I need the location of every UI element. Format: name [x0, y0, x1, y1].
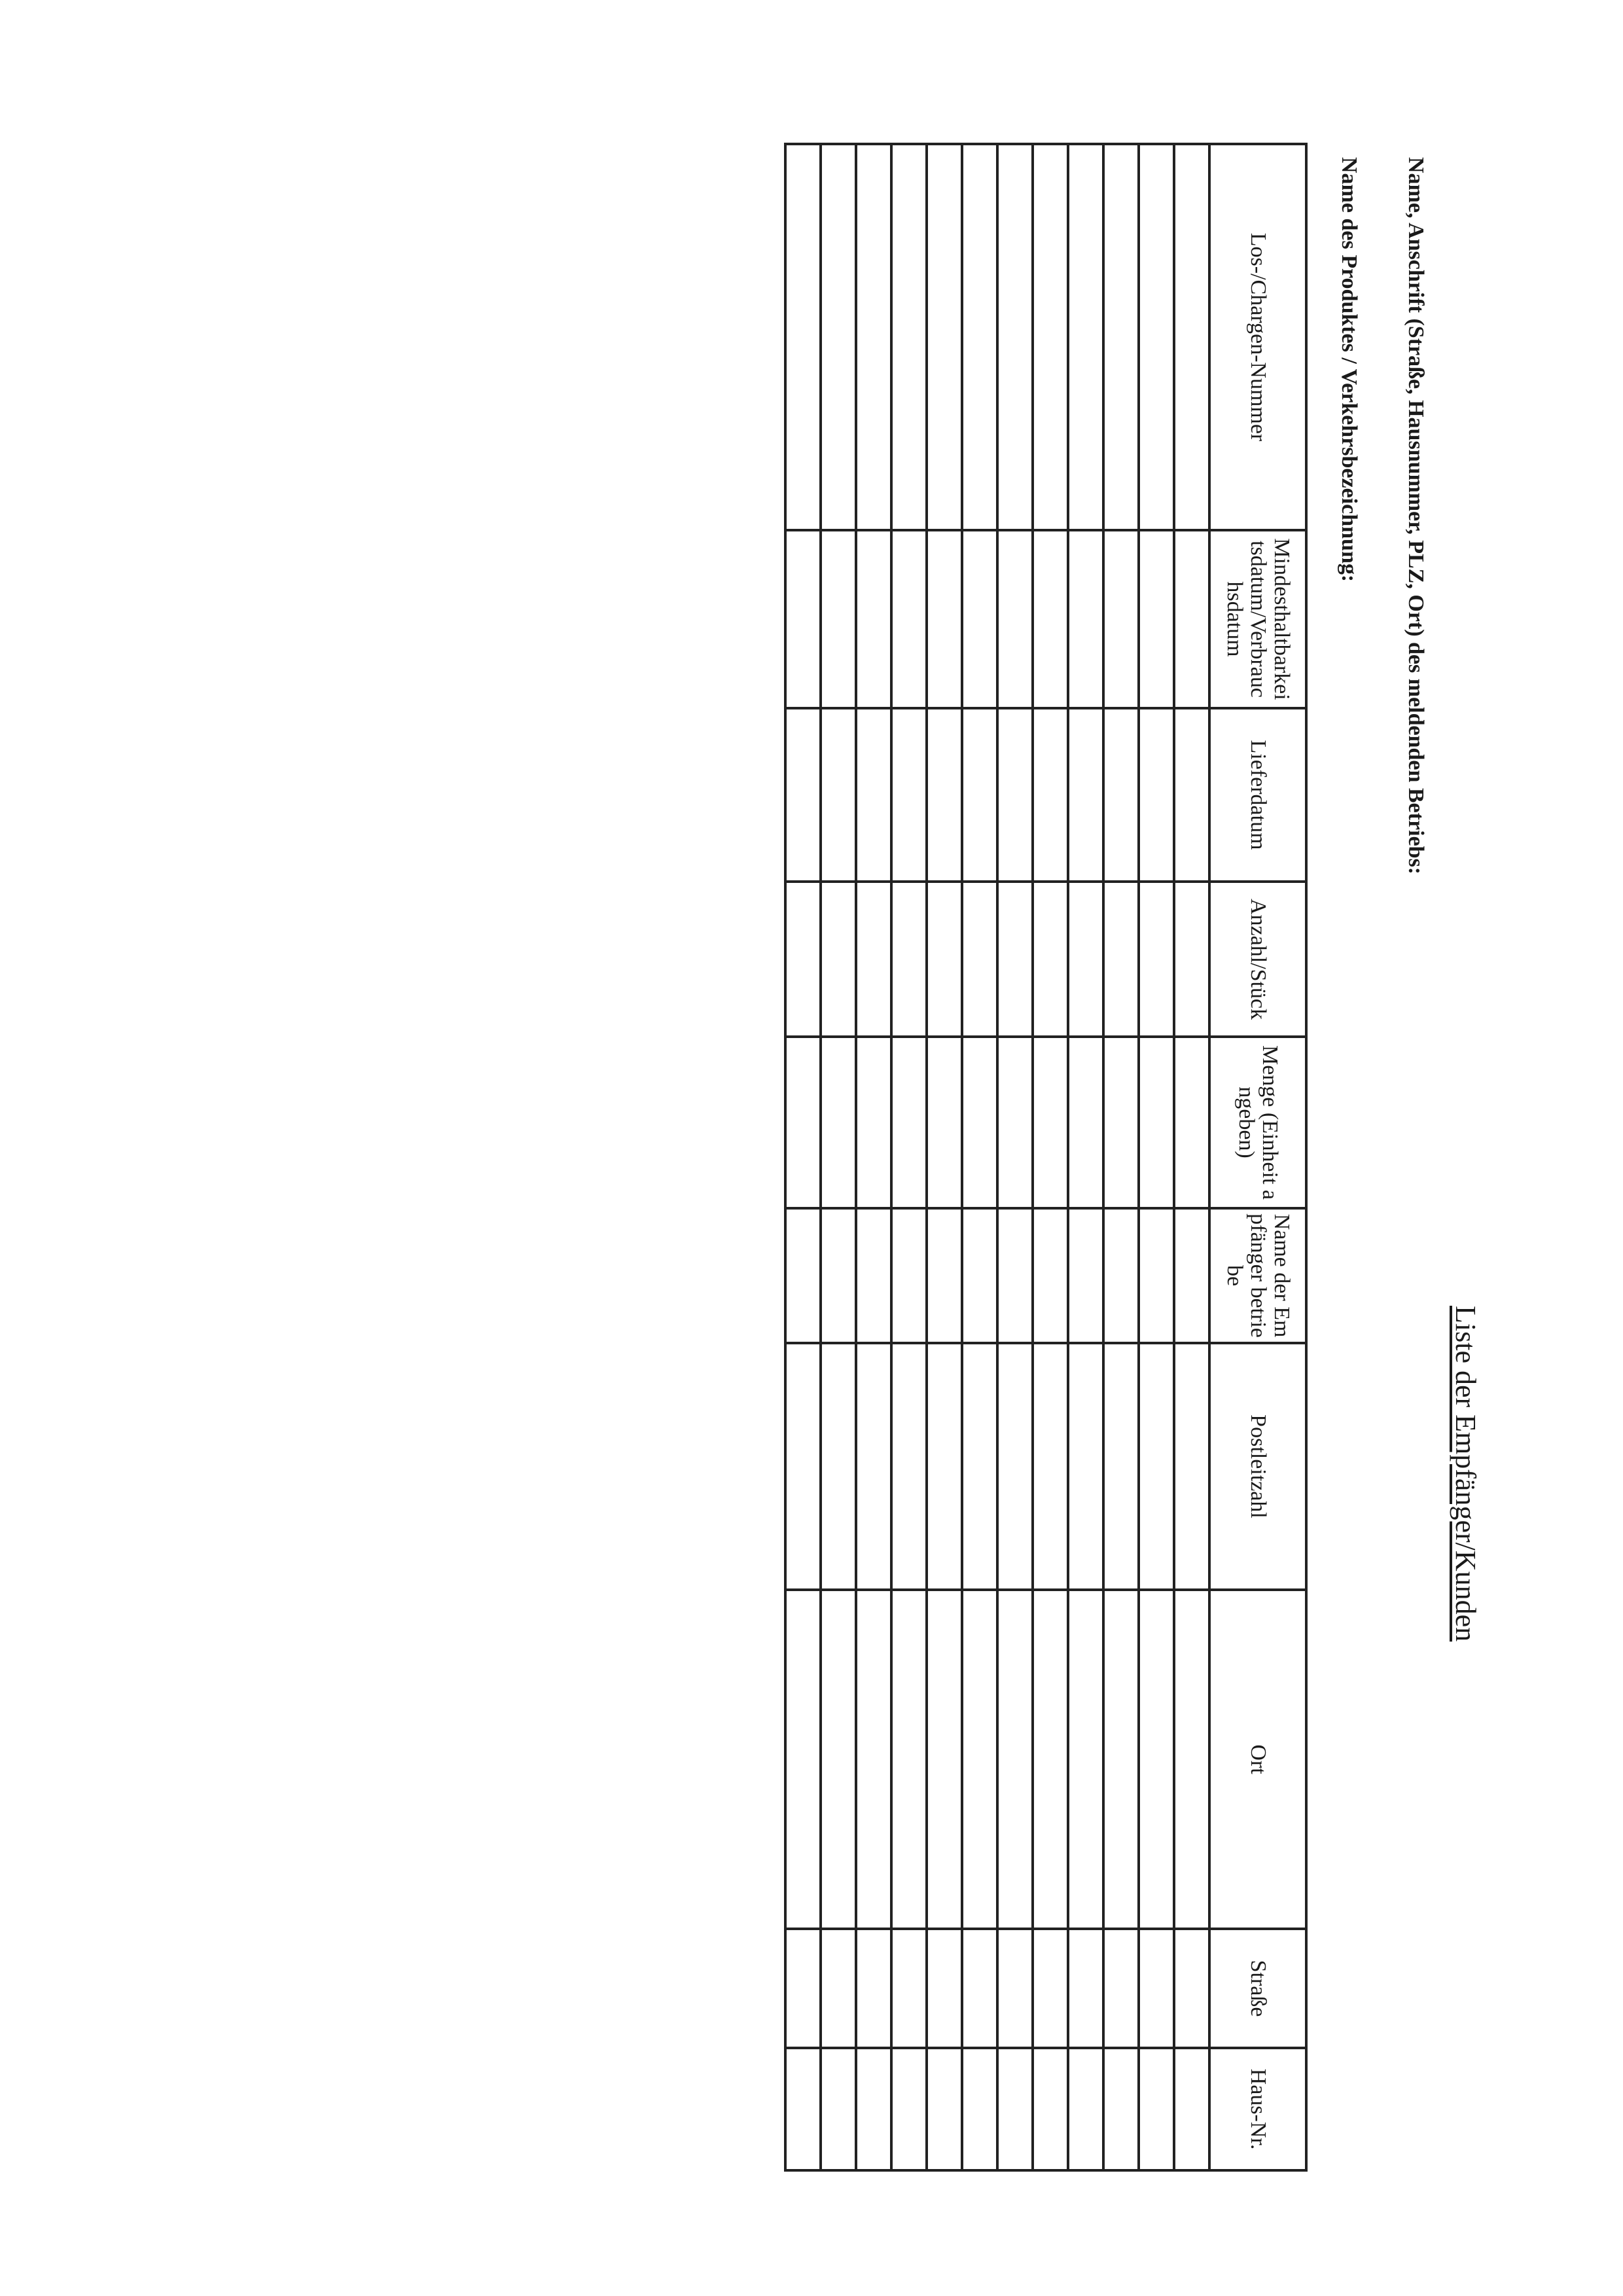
- table-cell[interactable]: [1068, 1590, 1103, 1929]
- table-cell[interactable]: [785, 144, 821, 530]
- table-cell[interactable]: [997, 1208, 1033, 1343]
- table-cell[interactable]: [927, 530, 962, 708]
- table-cell[interactable]: [1103, 530, 1139, 708]
- table-cell[interactable]: [1174, 1929, 1209, 2048]
- table-cell[interactable]: [891, 2048, 927, 2170]
- table-row: [891, 144, 927, 2170]
- table-cell[interactable]: [997, 882, 1033, 1037]
- table-cell[interactable]: [1103, 144, 1139, 530]
- table-cell[interactable]: [927, 1208, 962, 1343]
- table-row: [821, 144, 856, 2170]
- table-cell[interactable]: [1139, 1929, 1174, 2048]
- table-cell[interactable]: [891, 1208, 927, 1343]
- table-cell[interactable]: [856, 1590, 891, 1929]
- table-cell[interactable]: [962, 1929, 997, 2048]
- table-cell[interactable]: [1068, 144, 1103, 530]
- table-cell[interactable]: [821, 882, 856, 1037]
- table-cell[interactable]: [997, 708, 1033, 882]
- table-cell[interactable]: [1174, 708, 1209, 882]
- header-row: [1209, 144, 1306, 2170]
- table-row: [962, 144, 997, 2170]
- table-cell[interactable]: [927, 2048, 962, 2170]
- table-cell[interactable]: [1174, 530, 1209, 708]
- table-cell[interactable]: [997, 1929, 1033, 2048]
- table-cell[interactable]: [891, 1590, 927, 1929]
- table-cell[interactable]: [1174, 144, 1209, 530]
- table-cell[interactable]: [821, 144, 856, 530]
- table-cell[interactable]: [856, 1929, 891, 2048]
- table-cell[interactable]: [1033, 2048, 1068, 2170]
- table-cell[interactable]: [891, 144, 927, 530]
- business-address-label: Name, Anschrift (Straße, Hausnummer, PLZ, Ort) des meldenden Betriebs:: [1404, 157, 1428, 875]
- page-title: Liste der Empfänger/Kunden: [1450, 1306, 1482, 1642]
- table-cell[interactable]: [1139, 1037, 1174, 1208]
- table-cell[interactable]: [1068, 1208, 1103, 1343]
- table-cell[interactable]: [785, 530, 821, 708]
- table-cell[interactable]: [821, 1037, 856, 1208]
- table-cell[interactable]: [927, 1929, 962, 2048]
- col-header-street: Straße: [1209, 1929, 1306, 2048]
- table-cell[interactable]: [1068, 882, 1103, 1037]
- table-cell[interactable]: [891, 1929, 927, 2048]
- table-cell[interactable]: [962, 1037, 997, 1208]
- table-cell[interactable]: [962, 1343, 997, 1590]
- table-cell[interactable]: [1033, 1590, 1068, 1929]
- table-cell[interactable]: [1068, 708, 1103, 882]
- col-header-quantity: Menge (Einheit angeben): [1209, 1037, 1306, 1208]
- table-cell[interactable]: [997, 2048, 1033, 2170]
- table-cell[interactable]: [785, 1343, 821, 1590]
- table-cell[interactable]: [1033, 144, 1068, 530]
- table-cell[interactable]: [1174, 1208, 1209, 1343]
- table-cell[interactable]: [785, 2048, 821, 2170]
- table-cell[interactable]: [821, 2048, 856, 2170]
- col-header-house-number: Haus-Nr.: [1209, 2048, 1306, 2170]
- table-cell[interactable]: [856, 708, 891, 882]
- table-cell[interactable]: [927, 882, 962, 1037]
- table-cell[interactable]: [1174, 1590, 1209, 1929]
- table-cell[interactable]: [856, 144, 891, 530]
- table-cell[interactable]: [997, 530, 1033, 708]
- table-cell[interactable]: [927, 1343, 962, 1590]
- col-header-recipient-name: Name der Empfänger betriebe: [1209, 1208, 1306, 1343]
- table-cell[interactable]: [856, 1208, 891, 1343]
- table-cell[interactable]: [1068, 2048, 1103, 2170]
- table-cell[interactable]: [785, 882, 821, 1037]
- table-cell[interactable]: [891, 1343, 927, 1590]
- table-cell[interactable]: [1139, 1208, 1174, 1343]
- table-cell[interactable]: [1139, 1590, 1174, 1929]
- table-row: [1033, 144, 1068, 2170]
- table-cell[interactable]: [962, 144, 997, 530]
- table-cell[interactable]: [856, 2048, 891, 2170]
- table-cell[interactable]: [856, 1037, 891, 1208]
- recipient-table: [784, 143, 1308, 2172]
- table-cell[interactable]: [821, 1208, 856, 1343]
- table-cell[interactable]: [1033, 1037, 1068, 1208]
- table-cell[interactable]: [1068, 1037, 1103, 1208]
- table-cell[interactable]: [891, 530, 927, 708]
- table-cell[interactable]: [856, 882, 891, 1037]
- table-cell[interactable]: [891, 882, 927, 1037]
- table-cell[interactable]: [1139, 530, 1174, 708]
- table-cell[interactable]: [785, 708, 821, 882]
- table-cell[interactable]: [927, 1037, 962, 1208]
- table-cell[interactable]: [1139, 2048, 1174, 2170]
- table-cell[interactable]: [856, 530, 891, 708]
- table-row: [997, 144, 1033, 2170]
- table-cell[interactable]: [1174, 1343, 1209, 1590]
- table-cell[interactable]: [1068, 530, 1103, 708]
- table-row: [785, 144, 821, 2170]
- col-header-count: Anzahl/Stück: [1209, 882, 1306, 1037]
- col-header-postal-code: Postleitzahl: [1209, 1343, 1306, 1590]
- table-cell[interactable]: [1103, 1590, 1139, 1929]
- table-cell[interactable]: [1103, 1929, 1139, 2048]
- table-cell[interactable]: [1033, 882, 1068, 1037]
- table-cell[interactable]: [1103, 882, 1139, 1037]
- col-header-delivery-date: Lieferdatum: [1209, 708, 1306, 882]
- table-cell[interactable]: [1139, 708, 1174, 882]
- table-cell[interactable]: [1139, 1343, 1174, 1590]
- table-cell[interactable]: [891, 1037, 927, 1208]
- table-cell[interactable]: [1139, 882, 1174, 1037]
- table-cell[interactable]: [1033, 1929, 1068, 2048]
- table-cell[interactable]: [1103, 1037, 1139, 1208]
- table-cell[interactable]: [1174, 2048, 1209, 2170]
- table-cell[interactable]: [1174, 1037, 1209, 1208]
- table-cell[interactable]: [821, 530, 856, 708]
- col-header-best-before: Mindesthaltbarkeitsdatum/Verbrauchsdatum: [1209, 530, 1306, 708]
- table-cell[interactable]: [927, 708, 962, 882]
- table-row: [1103, 144, 1139, 2170]
- table-cell[interactable]: [997, 1590, 1033, 1929]
- table-cell[interactable]: [821, 1929, 856, 2048]
- table-body: [785, 144, 1209, 2170]
- table-cell[interactable]: [962, 2048, 997, 2170]
- table-cell[interactable]: [927, 144, 962, 530]
- table-cell[interactable]: [962, 530, 997, 708]
- table-cell[interactable]: [962, 1590, 997, 1929]
- table-row: [1174, 144, 1209, 2170]
- table-cell[interactable]: [1033, 708, 1068, 882]
- table-cell[interactable]: [821, 708, 856, 882]
- table-cell[interactable]: [1103, 2048, 1139, 2170]
- table-cell[interactable]: [997, 1343, 1033, 1590]
- table-cell[interactable]: [1033, 1343, 1068, 1590]
- table-row: [927, 144, 962, 2170]
- table-cell[interactable]: [962, 1208, 997, 1343]
- table-cell[interactable]: [785, 1037, 821, 1208]
- table-cell[interactable]: [997, 144, 1033, 530]
- table-cell[interactable]: [785, 1590, 821, 1929]
- table-cell[interactable]: [821, 1590, 856, 1929]
- table-cell[interactable]: [962, 882, 997, 1037]
- product-name-label: Name des Produktes / Verkehrsbezeichnung:: [1337, 157, 1361, 583]
- table-cell[interactable]: [785, 1208, 821, 1343]
- col-header-city: Ort: [1209, 1590, 1306, 1929]
- table-cell[interactable]: [785, 1929, 821, 2048]
- col-header-lot-number: Los-/Chargen-Nummer: [1209, 144, 1306, 530]
- table-cell[interactable]: [1033, 1208, 1068, 1343]
- table-cell[interactable]: [856, 1343, 891, 1590]
- table-row: [856, 144, 891, 2170]
- table-cell[interactable]: [1103, 1208, 1139, 1343]
- table-cell[interactable]: [1174, 882, 1209, 1037]
- table-cell[interactable]: [927, 1590, 962, 1929]
- table-cell[interactable]: [997, 1037, 1033, 1208]
- table-cell[interactable]: [962, 708, 997, 882]
- table-cell[interactable]: [1068, 1343, 1103, 1590]
- table-cell[interactable]: [821, 1343, 856, 1590]
- table-cell[interactable]: [1103, 1343, 1139, 1590]
- table-cell[interactable]: [1139, 144, 1174, 530]
- table-row: [1139, 144, 1174, 2170]
- table-cell[interactable]: [1068, 1929, 1103, 2048]
- table-cell[interactable]: [1103, 708, 1139, 882]
- table-cell[interactable]: [891, 708, 927, 882]
- table-cell[interactable]: [1033, 530, 1068, 708]
- table-row: [1068, 144, 1103, 2170]
